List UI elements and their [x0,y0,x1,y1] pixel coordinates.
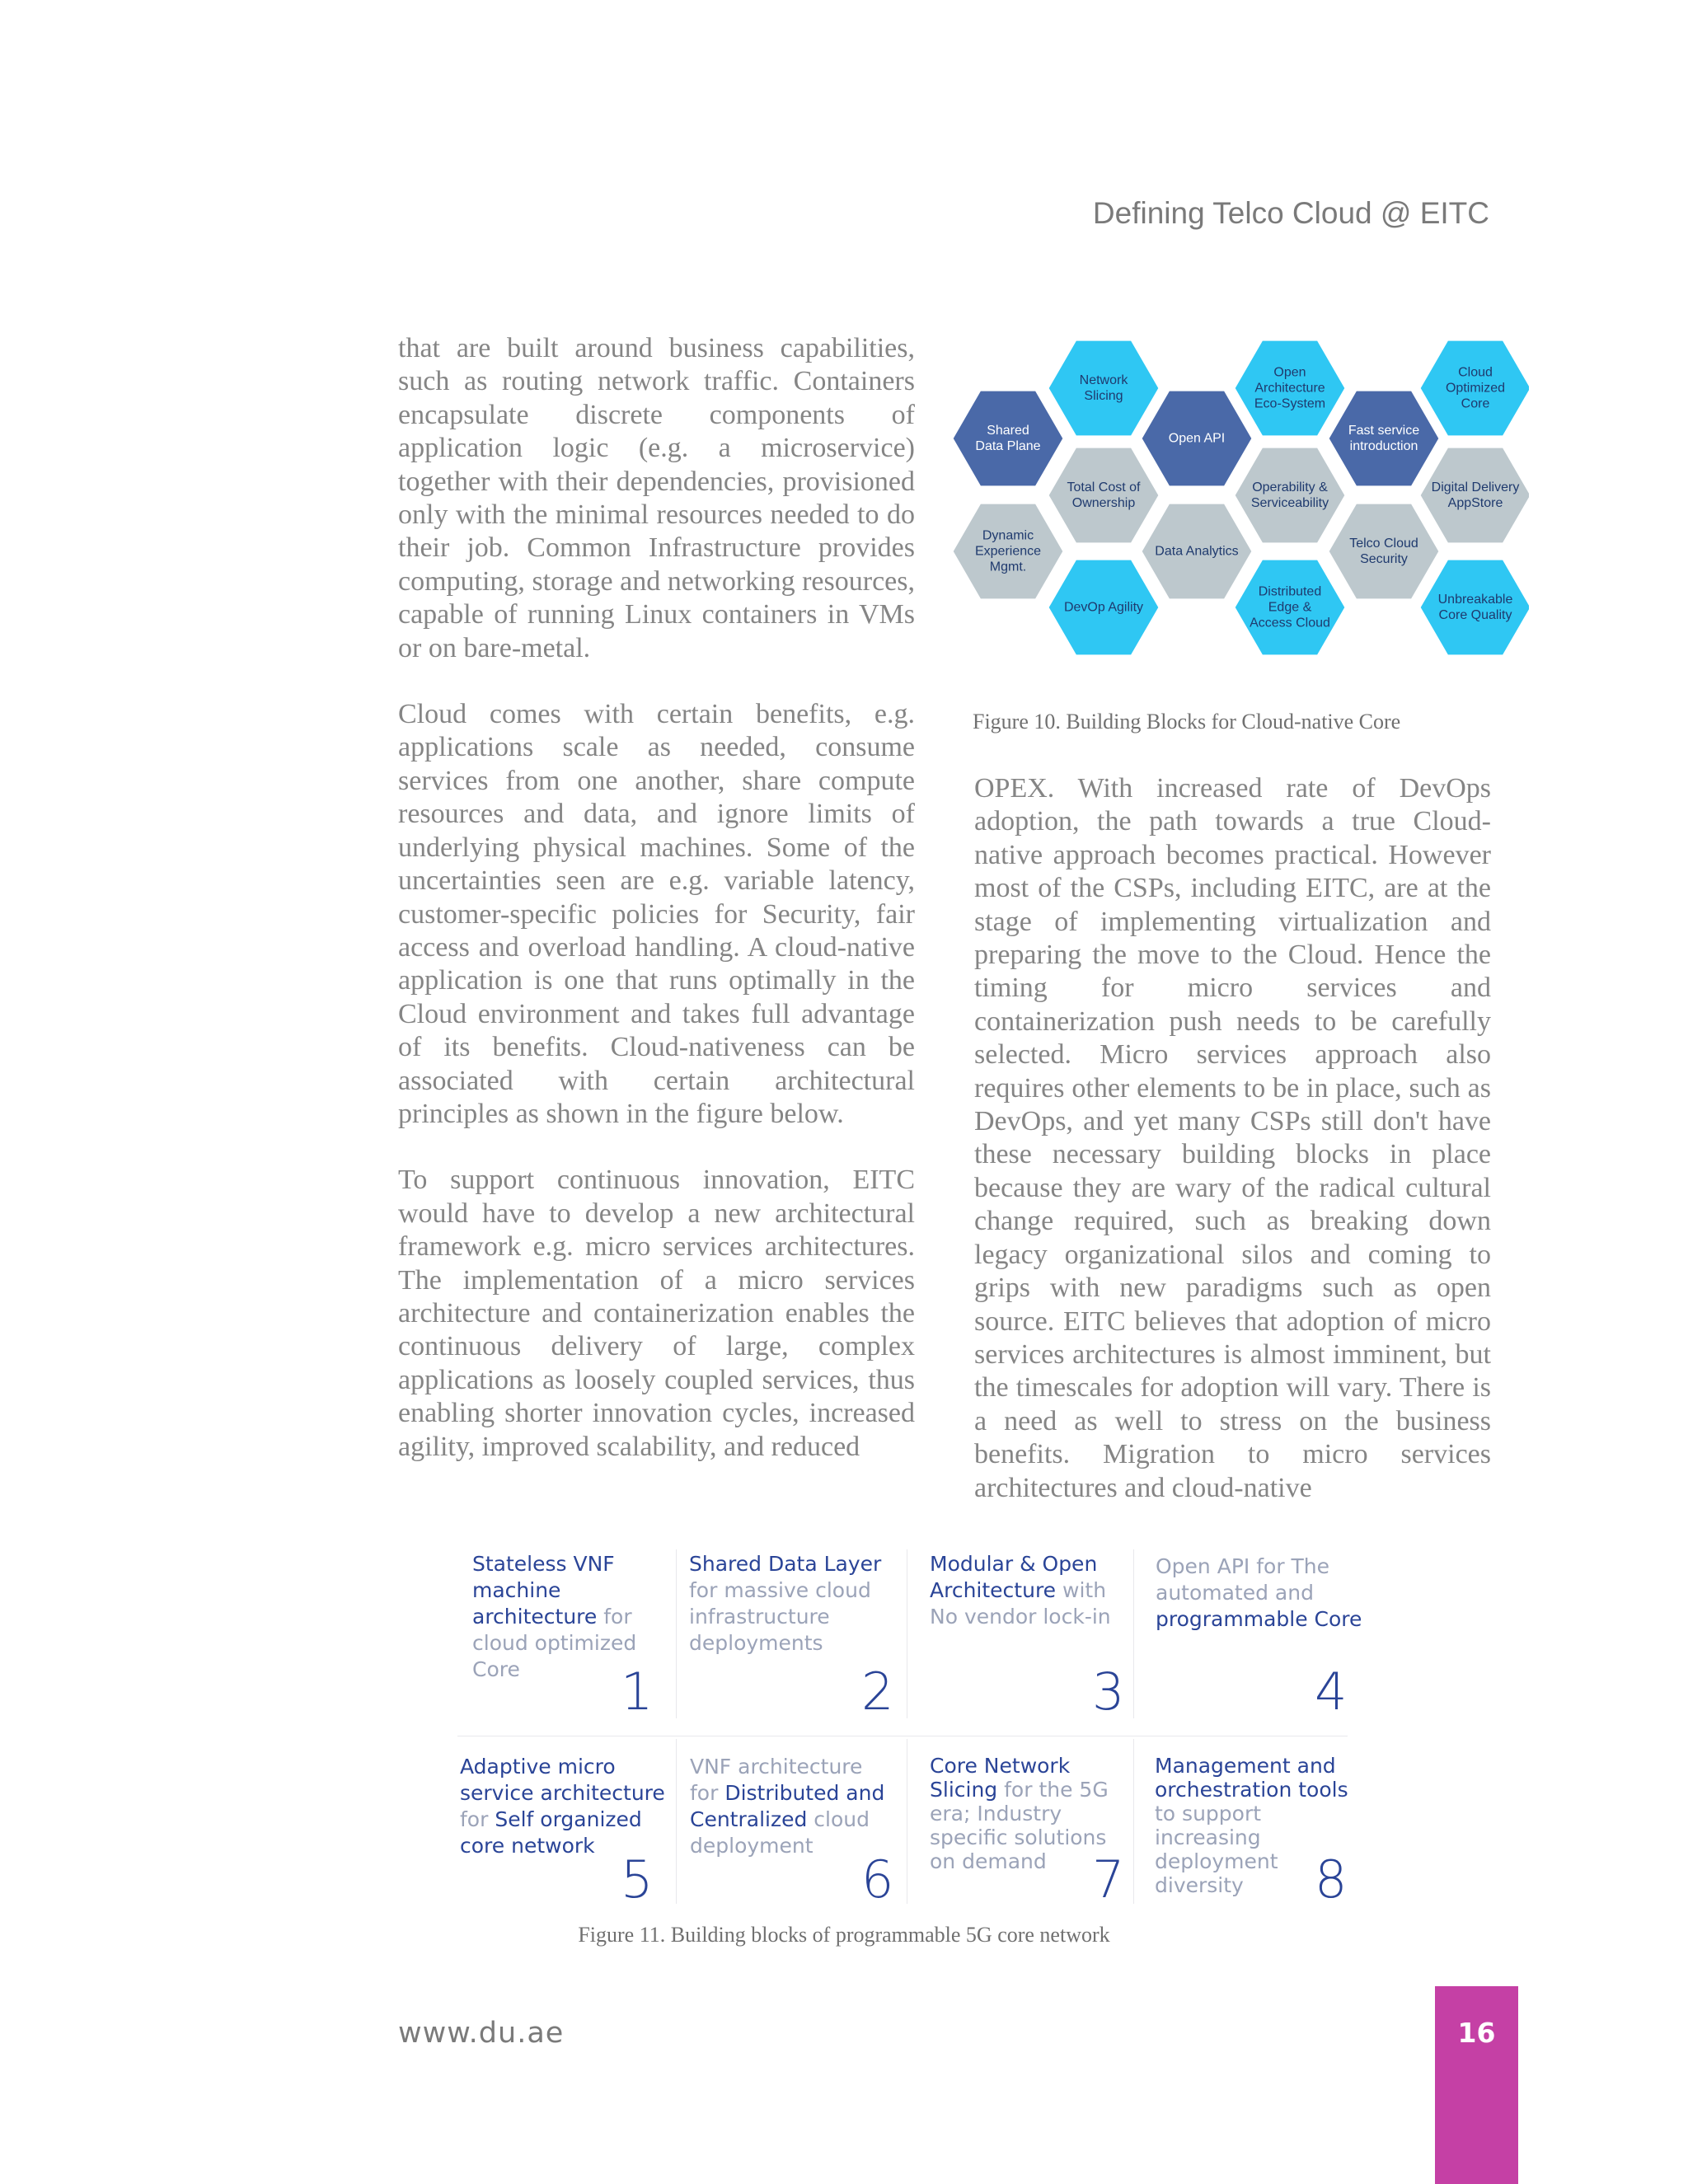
highlighted-text: Management and orchestration tools [1155,1754,1348,1802]
hexagon-label: Network Slicing [1079,373,1128,403]
highlighted-text: Core Network Slicing [930,1754,1071,1802]
footer-website: www.du.ae [398,2017,565,2050]
building-block-number: 5 [621,1849,654,1910]
building-block-text [689,1551,891,1657]
highlighted-text: Self organized core network [460,1807,642,1858]
plain-text: for massive cloud infrastructure deployments [689,1578,871,1655]
building-block-number: 2 [861,1661,894,1722]
plain-text: for the 5G era; Industry specific solutions on demand [930,1778,1109,1873]
hexagon-label: Cloud Optimized Core [1445,365,1506,411]
plain-text: with No vendor lock-in [930,1578,1111,1629]
plain-text: Open API for The automated and [1156,1554,1330,1605]
figure-10-caption: Figure 10. Building Blocks for Cloud-native Core [973,710,1401,733]
page-number: 16 [1457,2017,1496,2049]
building-block-text [930,1551,1140,1630]
building-block-number: 4 [1315,1661,1348,1722]
building-block-number: 7 [1092,1849,1125,1910]
paragraph: To support continuous innovation, EITC would have to develop a new architectural framework e.g. micro services architectures. The implementation of a micro services architecture and containerization enables the continuous delivery of large, complex applications as loosely coupled services, thus enabling shorter innovation cycles, increased agility, improved scalability, and reduced [398,1165,915,1462]
paragraph: OPEX. With increased rate of DevOps adoption, the path towards a true Cloud-native approach becomes practical. However most of the CSPs, including EITC, are at the stage of implementing virtualization and preparing the move to the Cloud. Hence the timing for micro services and containerization push needs to be carefully selected. Micro services approach also requires other elements to be in place, such as DevOps, and yet many CSPs still don't have these necessary building blocks in place because they are wary of the radical cultural change required, such as breaking down legacy organizational silos and coming to grips with new paradigms such as open source. EITC believes that adoption of micro services architectures is almost imminent, but the timescales for adoption will vary. There is a need as well to stress on the business benefits. Migration to micro services architectures and cloud-native [974,773,1491,1503]
hexagon-label: Shared Data Plane [975,424,1041,453]
hexagon-label: Dynamic Experience Mgmt. [974,528,1042,574]
hexagon-label: Fast service introduction [1348,424,1420,453]
building-block-text [1156,1554,1370,1633]
building-block-number: 1 [621,1661,654,1722]
hexagon-label: Open API [1168,431,1226,446]
plain-text: cloud deployment [690,1807,870,1858]
highlighted-text: Modular & Open Architecture [930,1552,1098,1602]
page-number-badge [1435,1986,1518,2184]
paragraph: that are built around business capabilities, such as routing network traffic. Containers encapsulate discrete components of application logic (e.g. a microservice) together with their dependencies, provisioned only with the minimal resources needed to do their job. Common Infrastructure provides computing, storage and networking resources, capable of running Linux containers in VMs or on bare-metal. [398,333,915,663]
building-block-number: 6 [861,1849,894,1910]
highlighted-text: Adaptive micro service architecture [460,1755,665,1805]
hexagon-label: Open Architecture Eco-System [1254,365,1326,411]
hexagon-label: Telco Cloud Security [1349,537,1418,566]
building-block-number: 3 [1092,1661,1125,1722]
building-block-text [460,1754,666,1859]
hexagon-label: Total Cost of Ownership [1067,480,1141,510]
hexagon-label: Operability & Serviceability [1250,480,1329,510]
figure-11-caption: Figure 11. Building blocks of programmable 5G core network [578,1923,1110,1947]
building-block-text [690,1754,896,1859]
cloud-native-building-blocks-figure [952,326,1529,673]
hexagon-label: Data Analytics [1155,544,1239,559]
grid-divider [676,1549,677,1718]
highlighted-text: Stateless VNF machine architecture [472,1552,615,1629]
hexagon-label: Digital Delivery AppStore [1431,480,1520,510]
building-block-number: 8 [1315,1849,1348,1910]
plain-text: for [460,1807,495,1831]
hexagon-label: Unbreakable Core Quality [1437,593,1513,622]
highlighted-text: programmable Core [1156,1607,1362,1631]
right-text-column [974,772,1491,1505]
programmable-core-building-blocks-grid [457,1541,1362,1916]
plain-text: to support increasing deployment diversity [1155,1802,1278,1897]
highlighted-text: Distributed and Centralized [690,1781,885,1831]
paragraph: Cloud comes with certain benefits, e.g. applications scale as needed, consume services from one another, share compute resources and data, and ignore limits of underlying physical machines. Some of the uncertainties seen are e.g. variable latency, customer-specific policies for Security, fair access and overload handling. A cloud-native application is one that runs optimally in the Cloud environment and takes full advantage of its benefits. Cloud-nativeness can be associated with certain architectural principles as shown in the figure below. [398,699,915,1129]
plain-text: for cloud optimized Core [472,1605,637,1681]
left-text-column [398,332,915,1464]
page-header-title: Defining Telco Cloud @ EITC [1092,196,1489,230]
grid-divider [676,1739,677,1904]
highlighted-text: Shared Data Layer [689,1552,882,1576]
hexagon-label: Distributed Edge & Access Cloud [1250,584,1330,630]
hexagon-label: DevOp Agility [1063,600,1144,615]
plain-text: VNF architecture for [690,1755,863,1805]
